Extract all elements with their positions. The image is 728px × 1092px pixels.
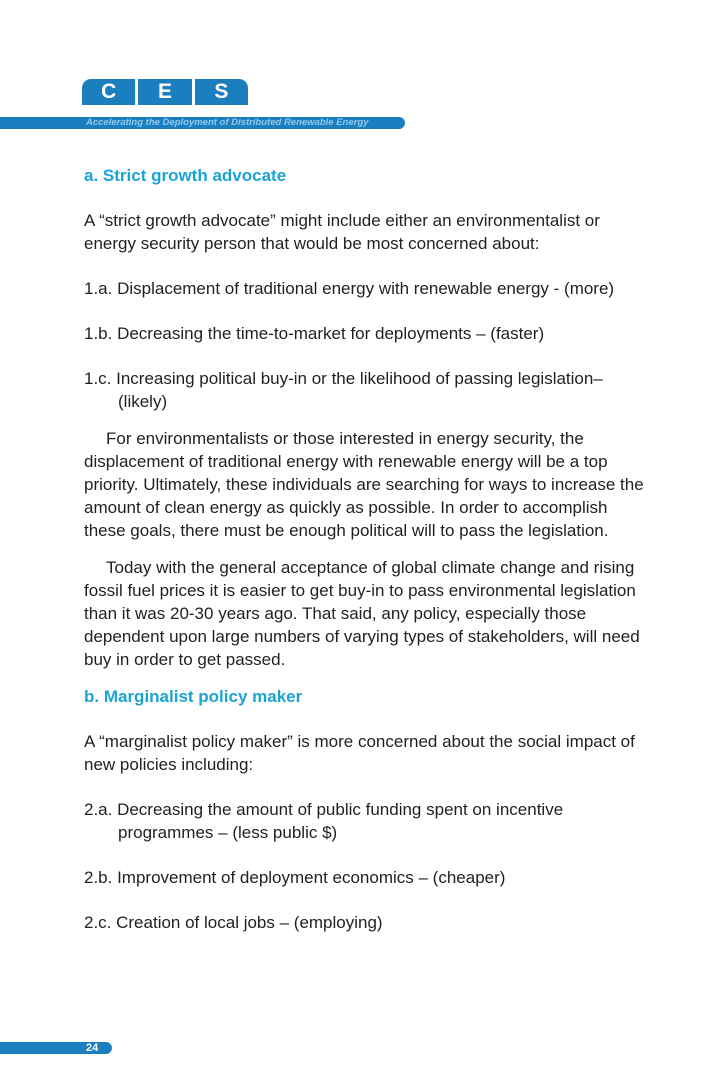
list-item: 1.c. Increasing political buy-in or the likelihood of passing legislation– (likely): [84, 369, 603, 411]
logo-letter-c: C: [82, 79, 135, 105]
list-item: 2.c. Creation of local jobs – (employing): [84, 913, 383, 932]
section-b-heading: b. Marginalist policy maker: [84, 687, 303, 706]
section-b-intro: A “marginalist policy maker” is more concerned about the social impact of new policies including:: [84, 732, 635, 774]
list-item: 2.a. Decreasing the amount of public funding spent on incentive programmes – (less public $): [84, 800, 564, 842]
list-item: 1.b. Decreasing the time-to-market for deployments – (faster): [84, 324, 545, 343]
header-tagline: Accelerating the Deployment of Distributed Renewable Energy: [86, 117, 369, 128]
list-item: 2.b. Improvement of deployment economics – (cheaper): [84, 868, 506, 887]
page-content: [84, 164, 644, 934]
logo-letter-s: S: [195, 79, 248, 105]
body-paragraph: Today with the general acceptance of global climate change and rising fossil fuel prices it is easier to get buy-in to pass environmental legislation than it was 20-30 years ago. That said, any policy, especially those dependent upon large numbers of varying types of stakeholders, will need buy in order to get passed.: [84, 558, 640, 669]
list-item: 1.a. Displacement of traditional energy with renewable energy - (more): [84, 279, 615, 298]
ces-logo: [82, 79, 248, 105]
page-number: 24: [86, 1042, 99, 1054]
body-paragraph: For environmentalists or those interested in energy security, the displacement of traditional energy with renewable energy will be a top priority. Ultimately, these individuals are searching for ways to increase the amount of clean energy as quickly as possible. In order to accomplish these goals, there must be enough political will to pass the legislation.: [84, 429, 644, 540]
section-a-intro: A “strict growth advocate” might include either an environmentalist or energy security person that would be most concerned about:: [84, 211, 600, 253]
section-a-heading: a. Strict growth advocate: [84, 166, 287, 185]
logo-letter-e: E: [138, 79, 191, 105]
